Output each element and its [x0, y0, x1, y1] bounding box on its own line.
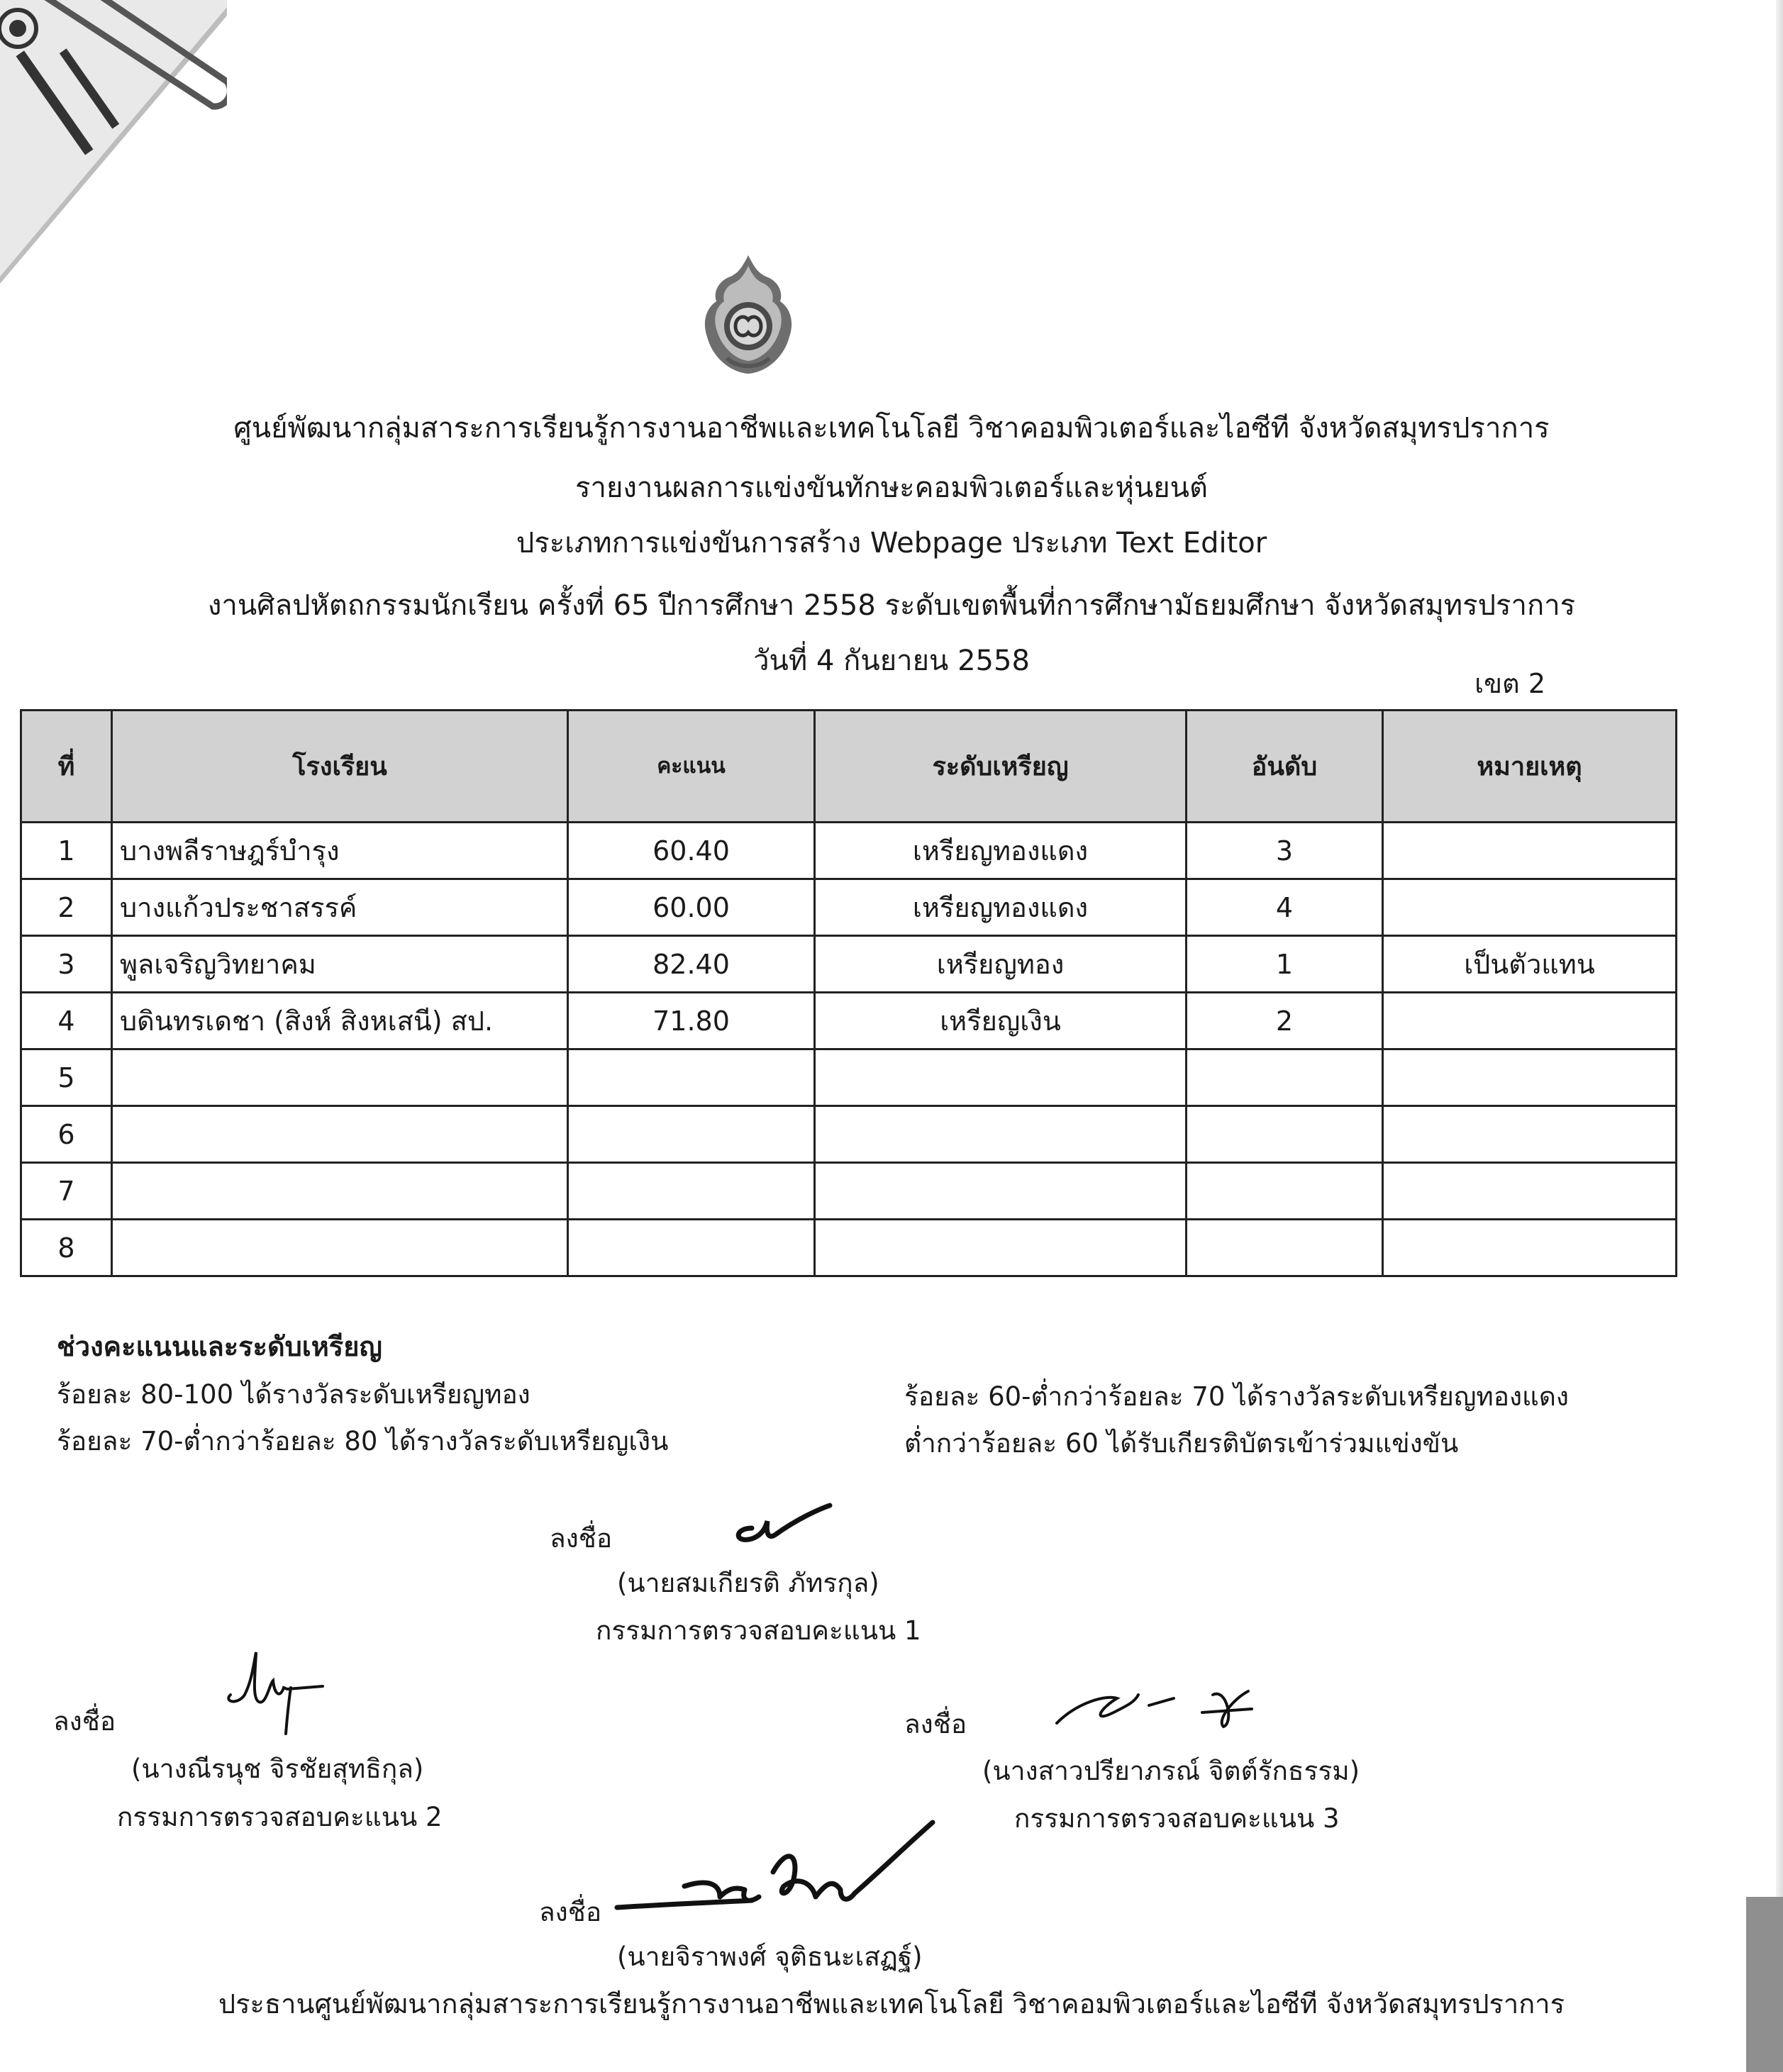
cell-score: 71.80 — [568, 993, 815, 1049]
judge2-name: (นางณีรนุช จิรชัยสุทธิกุล) — [131, 1754, 424, 1784]
range-participation: ต่ำกว่าร้อยละ 60 ได้รับเกียรติบัตรเข้าร่วมแข่งขัน — [904, 1428, 1459, 1459]
cell-note — [1383, 1163, 1677, 1220]
table-row — [21, 823, 1677, 879]
signature-judge1 — [723, 1500, 837, 1549]
cell-medal: เหรียญเงิน — [815, 993, 1187, 1049]
cell-school — [112, 1049, 568, 1106]
cell-rank — [1187, 1220, 1383, 1276]
column-header-note: หมายเหตุ — [1383, 711, 1677, 823]
signature-chair — [613, 1819, 940, 1925]
cell-medal: เหรียญทองแดง — [815, 879, 1187, 936]
cell-rank — [1187, 1049, 1383, 1106]
table-row — [21, 1049, 1677, 1106]
range-gold: ร้อยละ 80-100 ได้รางวัลระดับเหรียญทอง — [57, 1379, 531, 1410]
table-header-row — [21, 711, 1677, 823]
ministry-seal-icon — [699, 252, 798, 376]
range-bronze: ร้อยละ 60-ต่ำกว่าร้อยละ 70 ได้รางวัลระดับเหรียญทองแดง — [904, 1381, 1569, 1412]
table-row — [21, 936, 1677, 993]
cell-rank: 4 — [1187, 879, 1383, 936]
cell-medal — [815, 1220, 1187, 1276]
column-header-no: ที่ — [21, 711, 112, 823]
sign-label-judge1: ลงชื่อ — [550, 1523, 613, 1554]
header-date: วันที่ 4 กันยายน 2558 — [753, 645, 1030, 677]
table-row — [21, 1163, 1677, 1220]
signature-judge2 — [216, 1645, 330, 1737]
cell-school — [112, 1106, 568, 1163]
cell-no: 2 — [21, 879, 112, 936]
cell-school: บางพลีราษฎร์บำรุง — [112, 823, 568, 879]
cell-rank: 3 — [1187, 823, 1383, 879]
table-row — [21, 1106, 1677, 1163]
judge1-name: (นายสมเกียรติ ภัทรกุล) — [617, 1568, 879, 1598]
cell-no: 3 — [21, 936, 112, 993]
header-organization: ศูนย์พัฒนากลุ่มสาระการเรียนรู้การงานอาชีพและเทคโนโลยี วิชาคอมพิวเตอร์และไอซีที จังหวัดสมุทรปราการ — [233, 412, 1550, 445]
cell-score — [568, 1049, 815, 1106]
cell-rank — [1187, 1163, 1383, 1220]
table-row — [21, 879, 1677, 936]
cell-no: 5 — [21, 1049, 112, 1106]
cell-school — [112, 1163, 568, 1220]
header-competition-type: ประเภทการแข่งขันการสร้าง Webpage ประเภท Text Editor — [516, 527, 1267, 559]
cell-rank: 2 — [1187, 993, 1383, 1049]
cell-score — [568, 1163, 815, 1220]
cell-medal — [815, 1106, 1187, 1163]
column-header-score: คะแนน — [568, 711, 815, 823]
sign-label-chair: ลงชื่อ — [539, 1897, 602, 1927]
judge3-name: (นางสาวปรียาภรณ์ จิตต์รักธรรม) — [982, 1756, 1360, 1786]
paper-clip-icon — [0, 0, 227, 284]
cell-medal: เหรียญทอง — [815, 936, 1187, 993]
table-row — [21, 993, 1677, 1049]
cell-medal: เหรียญทองแดง — [815, 823, 1187, 879]
cell-no: 7 — [21, 1163, 112, 1220]
cell-no: 1 — [21, 823, 112, 879]
chair-name: (นายจิราพงศ์ จุติธนะเสฏฐ์) — [617, 1942, 923, 1972]
cell-score: 82.40 — [568, 936, 815, 993]
column-header-school: โรงเรียน — [112, 711, 568, 823]
cell-note — [1383, 879, 1677, 936]
cell-no: 4 — [21, 993, 112, 1049]
cell-note — [1383, 1049, 1677, 1106]
column-header-medal: ระดับเหรียญ — [815, 711, 1187, 823]
cell-note — [1383, 1220, 1677, 1276]
cell-note — [1383, 993, 1677, 1049]
cell-school: บางแก้วประชาสรรค์ — [112, 879, 568, 936]
cell-no: 8 — [21, 1220, 112, 1276]
table-row — [21, 1220, 1677, 1276]
cell-score — [568, 1220, 815, 1276]
cell-rank: 1 — [1187, 936, 1383, 993]
cell-school: บดินทรเดชา (สิงห์ สิงหเสนี) สป. — [112, 993, 568, 1049]
cell-note — [1383, 823, 1677, 879]
cell-medal — [815, 1049, 1187, 1106]
sign-label-judge2: ลงชื่อ — [53, 1706, 116, 1737]
signature-judge3 — [1050, 1681, 1284, 1737]
cell-note — [1383, 1106, 1677, 1163]
paper-clip-corner — [0, 0, 227, 284]
cell-no: 6 — [21, 1106, 112, 1163]
cell-school: พูลเจริญวิทยาคม — [112, 936, 568, 993]
zone-label: เขต 2 — [1474, 668, 1545, 699]
judge1-role: กรรมการตรวจสอบคะแนน 1 — [596, 1615, 921, 1646]
cell-school — [112, 1220, 568, 1276]
sign-label-judge3: ลงชื่อ — [904, 1709, 967, 1739]
range-silver: ร้อยละ 70-ต่ำกว่าร้อยละ 80 ได้รางวัลระดับเหรียญเงิน — [57, 1426, 669, 1456]
column-header-rank: อันดับ — [1187, 711, 1383, 823]
judge3-role: กรรมการตรวจสอบคะแนน 3 — [1014, 1803, 1340, 1834]
cell-note: เป็นตัวแทน — [1383, 936, 1677, 993]
cell-score: 60.40 — [568, 823, 815, 879]
cell-rank — [1187, 1106, 1383, 1163]
page-edge-shadow — [1776, 0, 1783, 2072]
chair-role: ประธานศูนย์พัฒนากลุ่มสาระการเรียนรู้การงานอาชีพและเทคโนโลยี วิชาคอมพิวเตอร์และไอซีที จังหวัดสมุทรปราการ — [218, 1988, 1565, 2020]
header-event: งานศิลปหัตถกรรมนักเรียน ครั้งที่ 65 ปีการศึกษา 2558 ระดับเขตพื้นที่การศึกษามัธยมศึกษา จังหวัดสมุทรปราการ — [207, 589, 1576, 622]
header-report-title: รายงานผลการแข่งขันทักษะคอมพิวเตอร์และหุ่นยนต์ — [575, 472, 1208, 504]
score-ranges-title: ช่วงคะแนนและระดับเหรียญ — [57, 1331, 382, 1362]
cell-score — [568, 1106, 815, 1163]
cell-medal — [815, 1163, 1187, 1220]
cell-score: 60.00 — [568, 879, 815, 936]
judge2-role: กรรมการตรวจสอบคะแนน 2 — [117, 1802, 443, 1832]
results-table — [20, 709, 1677, 1277]
